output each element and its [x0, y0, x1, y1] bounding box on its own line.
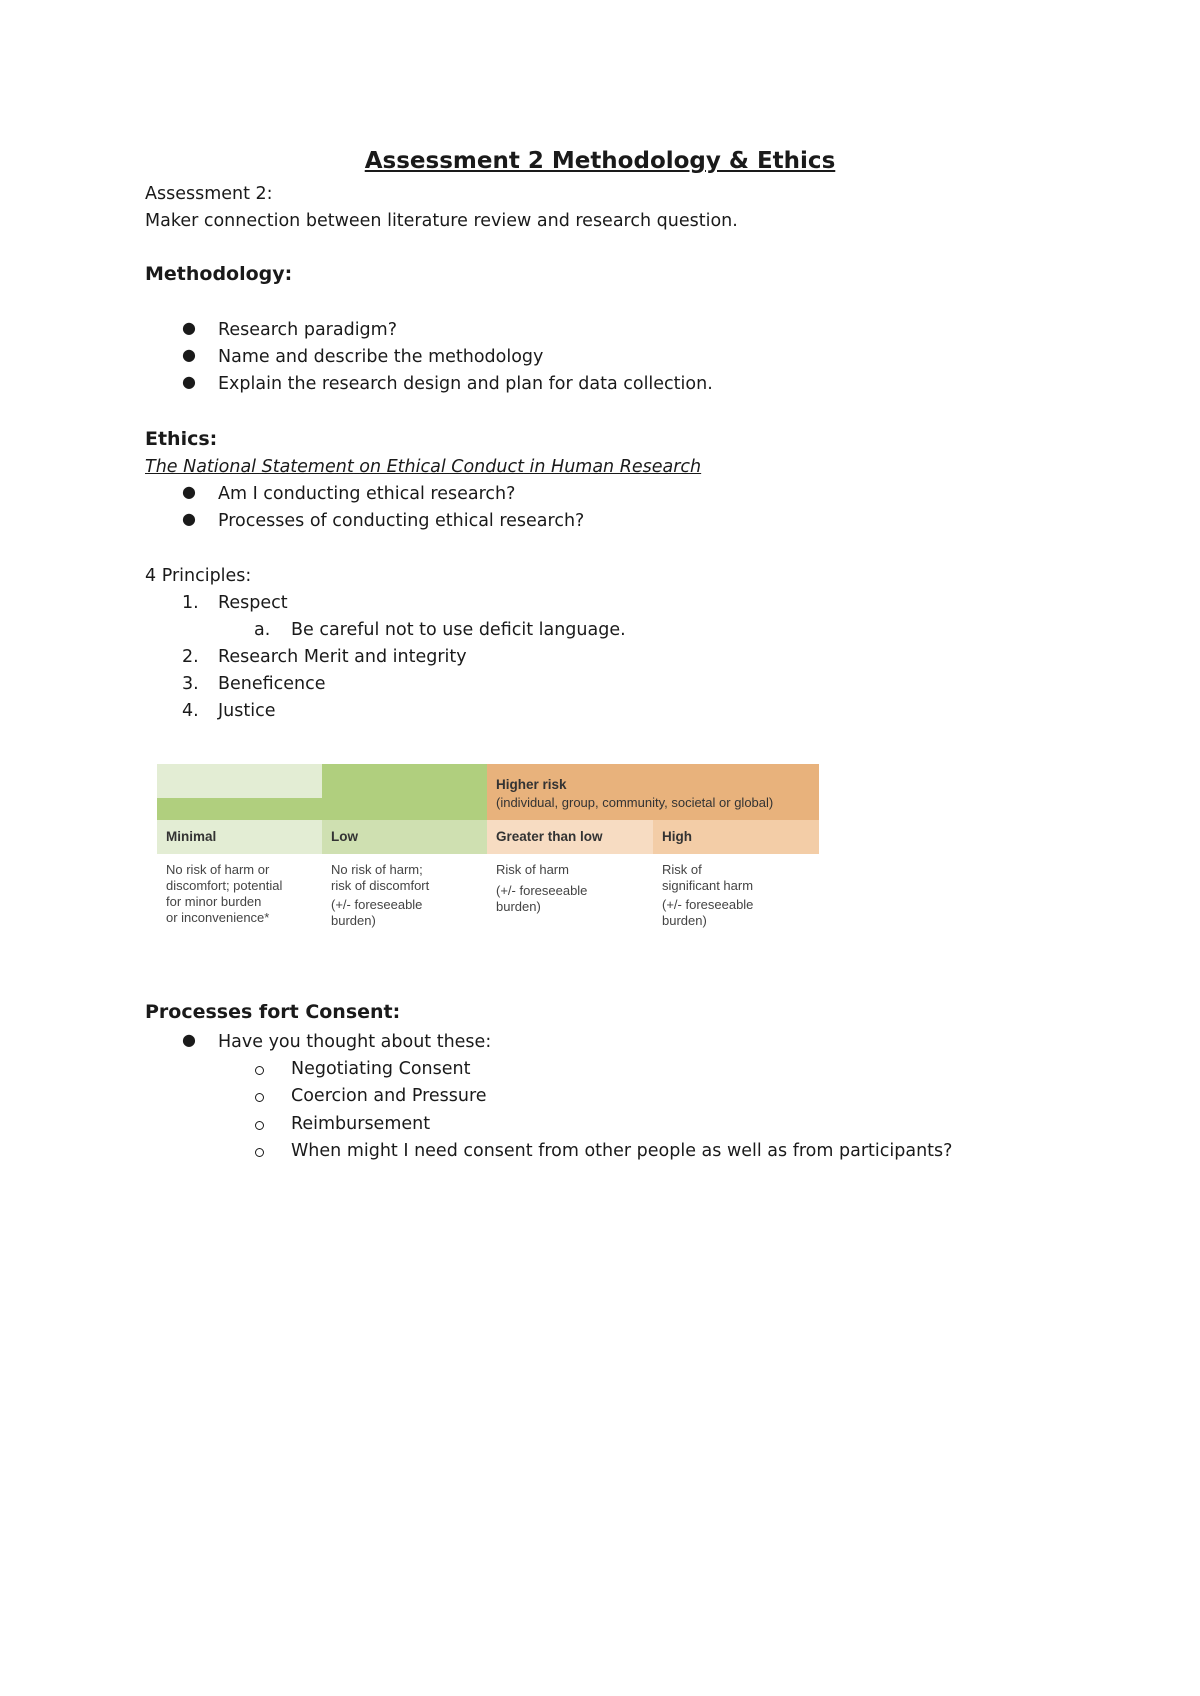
low-description [331, 862, 429, 929]
consent-sub-item: Reimbursement [291, 1114, 431, 1134]
circle-bullet-icon [255, 1121, 264, 1130]
minimal-label: Minimal [166, 829, 217, 844]
risk-level-table [157, 764, 819, 942]
description-line: (+/- foreseeable [331, 897, 423, 912]
principle-item: Justice [218, 701, 276, 721]
bullet-icon: ● [182, 1030, 196, 1049]
ethics-item: Am I conducting ethical research? [218, 484, 516, 504]
description-line: significant harm [662, 878, 754, 893]
high-description [662, 862, 753, 929]
low-column-header [322, 820, 487, 854]
description-line: or inconvenience* [166, 910, 270, 925]
bullet-icon: ● [182, 345, 196, 364]
methodology-item: Explain the research design and plan for data collection. [218, 374, 713, 394]
bullet-icon: ● [182, 372, 196, 391]
principles-heading: 4 Principles: [145, 566, 252, 586]
methodology-item: Research paradigm? [218, 320, 397, 340]
consent-sub-item: When might I need consent from other people as well as from participants? [291, 1141, 953, 1161]
consent-heading: Processes fort Consent: [145, 1001, 401, 1023]
bullet-icon: ● [182, 482, 196, 501]
ethics-reference: The National Statement on Ethical Conduct in Human Research [145, 457, 702, 477]
circle-bullet-icon [255, 1066, 264, 1075]
description-line: for minor burden [166, 894, 262, 909]
description-line: (+/- foreseeable [496, 883, 588, 898]
description-line: No risk of harm; [331, 862, 423, 877]
higher-risk-title: Higher risk [496, 777, 567, 792]
high-column-header [653, 820, 819, 854]
description-line: burden) [662, 913, 707, 928]
consent-sub-item: Coercion and Pressure [291, 1086, 487, 1106]
list-number: 1. [182, 593, 199, 613]
higher-risk-subtitle: (individual, group, community, societal or global) [496, 795, 774, 810]
greater-than-low-description [496, 862, 587, 915]
principle-item: Respect [218, 593, 288, 613]
consent-sub-item: Negotiating Consent [291, 1059, 471, 1079]
description-line: discomfort; potential [166, 878, 283, 893]
circle-bullet-icon [255, 1148, 264, 1157]
assessment-label: Assessment 2: [145, 184, 273, 204]
description-line: (+/- foreseeable [662, 897, 754, 912]
methodology-heading: Methodology: [145, 263, 293, 285]
description-line: No risk of harm or [166, 862, 270, 877]
list-number: 2. [182, 647, 199, 667]
ethics-item: Processes of conducting ethical research? [218, 511, 585, 531]
list-letter: a. [254, 620, 271, 640]
description-line: burden) [496, 899, 541, 914]
description-line: burden) [331, 913, 376, 928]
risk-columns-header [157, 820, 819, 854]
minimal-column-header [157, 820, 322, 854]
methodology-item: Name and describe the methodology [218, 347, 544, 367]
principle-item: Research Merit and integrity [218, 647, 467, 667]
low-label: Low [331, 829, 358, 844]
greater-than-low-label: Greater than low [496, 829, 603, 844]
description-line: Risk of harm [496, 862, 569, 877]
bullet-icon: ● [182, 318, 196, 337]
circle-bullet-icon [255, 1093, 264, 1102]
principle-item: Beneficence [218, 674, 326, 694]
list-number: 3. [182, 674, 199, 694]
minimal-description [166, 862, 282, 926]
minimal-column-header [157, 764, 322, 798]
greater-than-low-column-header [487, 820, 653, 854]
assessment-description: Maker connection between literature review and research question. [145, 211, 738, 231]
consent-item: Have you thought about these: [218, 1032, 492, 1052]
description-line: Risk of [662, 862, 702, 877]
ethics-heading: Ethics: [145, 428, 218, 450]
list-number: 4. [182, 701, 199, 721]
page-title: Assessment 2 Methodology & Ethics [364, 148, 836, 174]
bullet-icon: ● [182, 509, 196, 528]
description-line: risk of discomfort [331, 878, 430, 893]
higher-risk-header [487, 764, 819, 820]
high-label: High [662, 829, 692, 844]
principle-sub-item: Be careful not to use deficit language. [291, 620, 626, 640]
